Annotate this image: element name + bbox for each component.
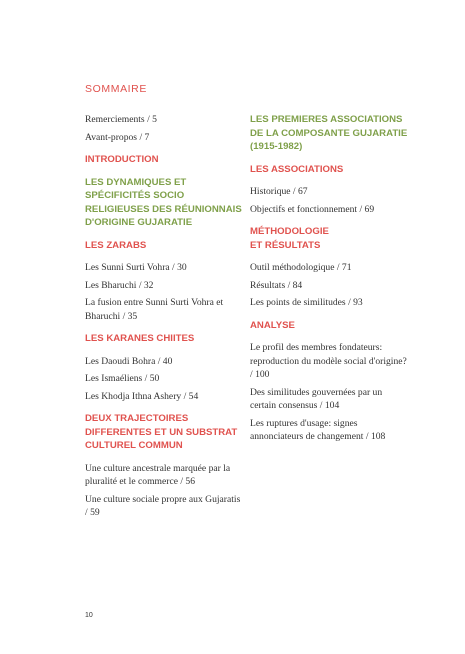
toc-entry: Les ruptures d'usage: signes annonciateurs de changement / 108: [250, 417, 386, 442]
toc-entry: Les Bharuchi / 32: [85, 279, 154, 291]
section-methodologie: [250, 225, 410, 252]
section-analyse: ANALYSE: [250, 319, 295, 331]
section-trajectoires: DEUX TRAJECTOIRES DIFFERENTES ET UN SUBSTRAT CULTUREL COMMUN: [85, 413, 238, 451]
toc-entry: La fusion entre Sunni Surti Vohra et Bharuchi / 35: [85, 297, 224, 322]
toc-entry: Les Sunni Surti Vohra / 30: [85, 262, 187, 273]
toc-entry: Historique / 67: [250, 186, 308, 197]
toc-title: SOMMAIRE: [85, 83, 147, 95]
toc-entry: Les Ismaéliens / 50: [85, 373, 160, 384]
toc-entry: Outil méthodologique / 71: [250, 262, 352, 273]
page-number: 10: [85, 612, 93, 619]
toc-entry-remerciements: Remerciements / 5: [85, 114, 157, 125]
toc-entry: Objectifs et fonctionnement / 69: [250, 203, 375, 215]
section-methodologie-line2: ET RÉSULTATS: [250, 239, 321, 251]
section-dynamiques: LES DYNAMIQUES ET SPÉCIFICITÉS SOCIO RELIGIEUSES DES RÉUNIONNAIS D'ORIGINE GUJARATIE: [85, 176, 242, 228]
toc-right-column: [250, 113, 410, 448]
toc-left-column: [85, 113, 243, 524]
toc-entry: Les Daoudi Bohra / 40: [85, 355, 173, 367]
toc-entry: Résultats / 84: [250, 279, 303, 291]
section-premieres-associations: [250, 113, 410, 154]
section-premieres-title: LES PREMIERES ASSOCIATIONS DE LA COMPOSANTE GUJARATIE: [250, 114, 408, 139]
toc-entry: Une culture sociale propre aux Gujaratis / 59: [85, 493, 241, 518]
section-premieres-years: (1915-1982): [250, 141, 303, 152]
toc-entry-avant-propos: Avant-propos / 7: [85, 131, 150, 143]
toc-entry: Une culture ancestrale marquée par la pluralité et le commerce / 56: [85, 462, 231, 487]
toc-entry: Des similitudes gouvernées par un certain consensus / 104: [250, 386, 383, 411]
toc-entry: Les points de similitudes / 93: [250, 297, 363, 308]
toc-entry: Les Khodja Ithna Ashery / 54: [85, 390, 199, 402]
section-karanes: LES KARANES CHIITES: [85, 333, 195, 344]
section-methodologie-line1: MÉTHODOLOGIE: [250, 226, 329, 237]
toc-entry: Le profil des membres fondateurs: reproduction du modèle social d'origine? / 100: [250, 342, 407, 380]
section-zarabs: LES ZARABS: [85, 239, 147, 251]
section-associations: LES ASSOCIATIONS: [250, 163, 344, 175]
section-introduction: INTRODUCTION: [85, 154, 159, 165]
